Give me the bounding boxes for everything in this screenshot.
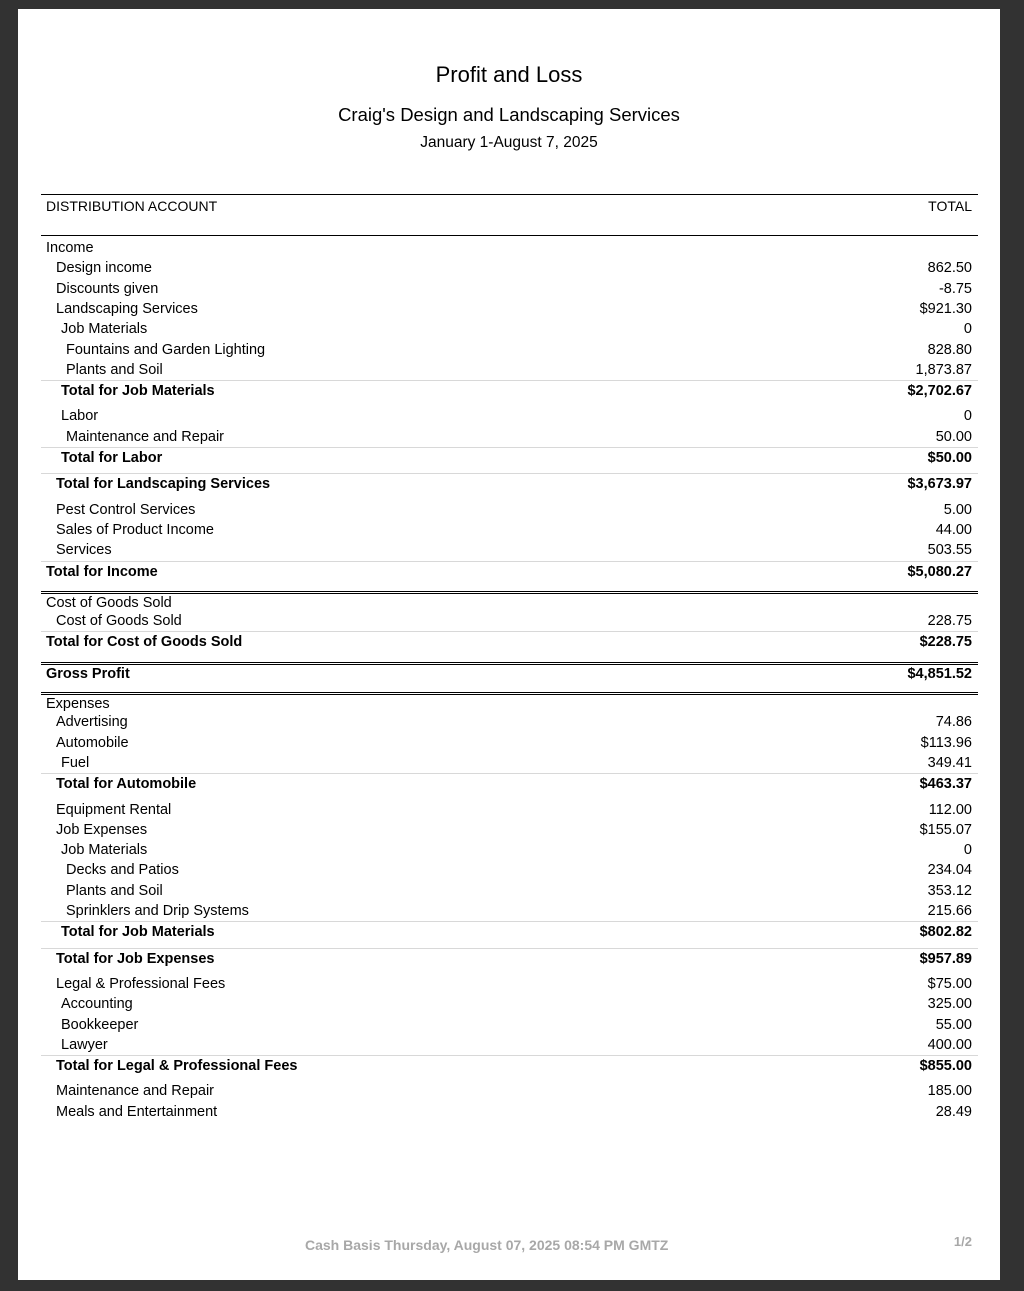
- account-row: [41, 279, 978, 299]
- row-amount: $802.82: [919, 924, 972, 941]
- row-amount: $75.00: [927, 975, 972, 992]
- row-amount: 0: [963, 408, 972, 425]
- row-amount: 1,873.87: [915, 361, 972, 378]
- account-row: [41, 901, 978, 921]
- row-label: Total for Job Expenses: [56, 950, 215, 967]
- account-row: [41, 520, 978, 540]
- row-amount: -8.75: [938, 280, 972, 297]
- report-footer: Cash Basis Thursday, August 07, 2025 08:54 PM GMTZ: [305, 1237, 669, 1253]
- row-label: Maintenance and Repair: [56, 1083, 214, 1100]
- row-label: Plants and Soil: [66, 361, 163, 378]
- row-amount: 215.66: [927, 903, 972, 919]
- row-label: Total for Labor: [61, 450, 163, 466]
- row-amount: $113.96: [920, 734, 972, 751]
- total-row: [41, 948, 978, 969]
- row-label: Meals and Entertainment: [56, 1103, 218, 1120]
- row-amount: 112.00: [928, 801, 972, 818]
- account-row: [41, 340, 978, 360]
- row-label: Total for Cost of Goods Sold: [46, 634, 243, 651]
- row-amount: $2,702.67: [907, 383, 972, 400]
- account-row: [41, 733, 978, 753]
- row-amount: 5.00: [943, 501, 972, 518]
- row-amount: $5,080.27: [907, 563, 972, 580]
- account-row: [41, 611, 978, 631]
- account-row: [41, 500, 978, 520]
- row-amount: 0: [963, 842, 972, 859]
- account-row: [41, 753, 978, 773]
- row-label: Total for Landscaping Services: [56, 476, 271, 493]
- row-amount: 50.00: [935, 428, 972, 445]
- row-label: Income: [46, 240, 94, 256]
- page-number: 1/2: [953, 1234, 972, 1249]
- account-row: [41, 406, 978, 426]
- account-row: [41, 860, 978, 880]
- row-label: Equipment Rental: [56, 801, 172, 818]
- total-row: [41, 1055, 978, 1076]
- row-amount: 185.00: [927, 1083, 972, 1100]
- row-amount: 74.86: [935, 714, 972, 731]
- account-row: [41, 540, 978, 560]
- account-row: [41, 712, 978, 732]
- report-period: January 1-August 7, 2025: [420, 134, 598, 151]
- account-row: [41, 1015, 978, 1035]
- account-row: [41, 974, 978, 994]
- account-row: [41, 258, 978, 278]
- row-label: Fuel: [61, 754, 90, 771]
- row-amount: $50.00: [927, 450, 972, 466]
- account-row: [41, 800, 978, 820]
- total-row: [41, 473, 978, 494]
- row-label: Maintenance and Repair: [66, 428, 224, 445]
- row-label: Total for Legal & Professional Fees: [56, 1058, 298, 1075]
- report-title: Profit and Loss: [435, 62, 583, 87]
- total-row: [41, 773, 978, 794]
- row-label: Job Expenses: [56, 821, 148, 838]
- account-row: [41, 1035, 978, 1055]
- row-label: Sprinklers and Drip Systems: [66, 903, 249, 919]
- row-label: Total for Automobile: [56, 776, 197, 793]
- row-label: Accounting: [61, 996, 133, 1013]
- account-row: [41, 299, 978, 319]
- section-heading-row: [41, 238, 978, 258]
- row-amount: 862.50: [927, 260, 972, 277]
- report-rows: [18, 9, 1000, 1209]
- row-amount: $155.07: [919, 821, 972, 838]
- account-row: [41, 994, 978, 1014]
- row-label: Cost of Goods Sold: [56, 613, 182, 630]
- row-amount: 353.12: [927, 882, 972, 899]
- row-label: Job Materials: [61, 842, 148, 859]
- account-row: [41, 820, 978, 840]
- row-amount: 325.00: [927, 996, 972, 1013]
- column-header-total: TOTAL: [928, 198, 972, 214]
- row-amount: 234.04: [927, 862, 972, 879]
- row-label: Job Materials: [61, 321, 148, 338]
- row-amount: 349.41: [927, 754, 972, 771]
- row-label: Total for Income: [46, 563, 158, 580]
- company-name: Craig's Design and Landscaping Services: [338, 104, 680, 125]
- row-amount: 503.55: [927, 542, 972, 559]
- row-amount: $957.89: [919, 950, 972, 967]
- account-row: [41, 360, 978, 380]
- row-label: Total for Job Materials: [61, 924, 215, 941]
- row-label: Sales of Product Income: [56, 521, 214, 538]
- account-row: [41, 840, 978, 860]
- row-amount: $3,673.97: [907, 476, 972, 493]
- row-label: Advertising: [56, 714, 128, 731]
- column-header-account: DISTRIBUTION ACCOUNT: [46, 198, 218, 214]
- row-amount: 28.49: [935, 1103, 972, 1120]
- account-row: [41, 881, 978, 901]
- row-label: Bookkeeper: [61, 1016, 139, 1033]
- row-amount: 0: [963, 321, 972, 338]
- account-row: [41, 319, 978, 339]
- row-amount: 44.00: [935, 521, 972, 538]
- row-amount: $228.75: [919, 634, 972, 651]
- total-row: [41, 447, 978, 468]
- account-row: [41, 427, 978, 447]
- total-row: [41, 921, 978, 942]
- row-label: Decks and Patios: [66, 862, 179, 879]
- row-amount: 55.00: [935, 1016, 972, 1033]
- row-amount: $855.00: [919, 1058, 972, 1075]
- row-label: Gross Profit: [46, 665, 130, 682]
- row-label: Services: [56, 542, 112, 559]
- row-label: Fountains and Garden Lighting: [66, 341, 266, 358]
- row-amount: $921.30: [919, 300, 972, 317]
- row-amount: 228.75: [927, 613, 972, 630]
- row-label: Discounts given: [56, 280, 159, 297]
- row-label: Plants and Soil: [66, 882, 163, 899]
- row-label: Expenses: [46, 696, 110, 712]
- report-page: [18, 9, 1000, 1280]
- total-row: [41, 380, 978, 401]
- row-amount: 400.00: [927, 1036, 972, 1053]
- row-amount: $463.37: [919, 776, 972, 793]
- total-row: [41, 561, 978, 582]
- row-label: Design income: [56, 260, 152, 277]
- total-row: [41, 662, 978, 685]
- account-row: [41, 1102, 978, 1122]
- row-amount: $4,851.52: [907, 665, 972, 682]
- row-label: Lawyer: [61, 1036, 108, 1053]
- row-label: Legal & Professional Fees: [56, 975, 226, 992]
- account-row: [41, 1081, 978, 1101]
- row-amount: 828.80: [927, 341, 972, 358]
- row-label: Landscaping Services: [56, 300, 198, 317]
- row-label: Automobile: [56, 734, 129, 751]
- row-label: Total for Job Materials: [61, 383, 215, 400]
- total-row: [41, 631, 978, 652]
- row-label: Labor: [61, 408, 99, 425]
- row-label: Cost of Goods Sold: [46, 594, 172, 611]
- row-label: Pest Control Services: [56, 501, 196, 518]
